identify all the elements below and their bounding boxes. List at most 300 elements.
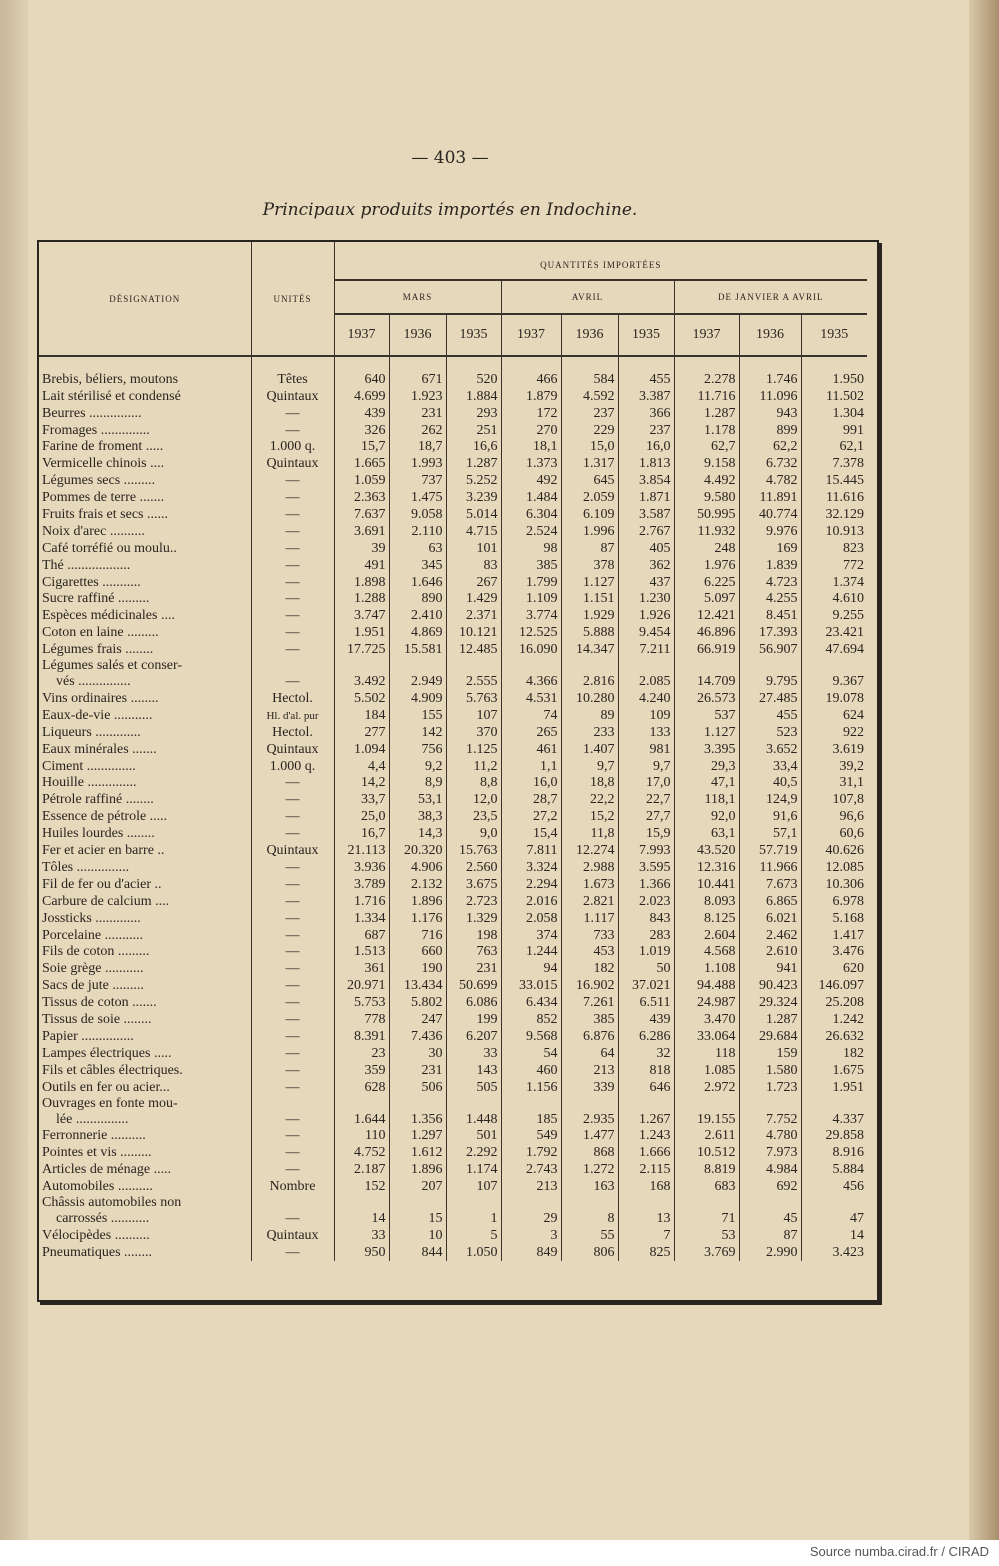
row-value: 4.337 (801, 1096, 867, 1128)
row-value: 29,3 (674, 758, 739, 775)
header-year: 1936 (739, 314, 801, 356)
row-value: 5.888 (561, 624, 618, 641)
row-value: 687 (334, 927, 389, 944)
row-value: 1.923 (389, 388, 446, 405)
table-row (39, 540, 867, 557)
table-row (39, 658, 867, 690)
row-value: 32.129 (801, 506, 867, 523)
row-value: 326 (334, 422, 389, 439)
row-value: 737 (389, 472, 446, 489)
table-row (39, 1178, 867, 1195)
row-value: 39 (334, 540, 389, 557)
table-row (39, 1028, 867, 1045)
table-row (39, 893, 867, 910)
row-value: 94 (501, 960, 561, 977)
row-value: 1.996 (561, 523, 618, 540)
table-row (39, 791, 867, 808)
row-value: 8 (561, 1195, 618, 1227)
row-value: 15,2 (561, 808, 618, 825)
row-value: 852 (501, 1011, 561, 1028)
row-value: 628 (334, 1079, 389, 1096)
row-value: 11.096 (739, 388, 801, 405)
row-designation: Brebis, béliers, moutons (42, 371, 179, 387)
row-value: 9.367 (801, 658, 867, 690)
table-row (39, 910, 867, 927)
row-value: 10.441 (674, 876, 739, 893)
row-value: 6.978 (801, 893, 867, 910)
row-value: 733 (561, 927, 618, 944)
row-value: 152 (334, 1178, 389, 1195)
row-value: 27,2 (501, 808, 561, 825)
row-value: 683 (674, 1178, 739, 1195)
row-value: 9.158 (674, 455, 739, 472)
row-value: 2.462 (739, 927, 801, 944)
row-value: 11.502 (801, 388, 867, 405)
row-value: 2.816 (561, 658, 618, 690)
row-value: 13 (618, 1195, 674, 1227)
row-value: 1.673 (561, 876, 618, 893)
row-value: 2.363 (334, 489, 389, 506)
row-value: 29.684 (739, 1028, 801, 1045)
row-unit: Têtes (251, 356, 334, 388)
table-row (39, 506, 867, 523)
row-value: 1.792 (501, 1144, 561, 1161)
row-designation: Carbure de calcium .... (42, 893, 170, 909)
row-value: 33 (446, 1045, 501, 1062)
row-value: 98 (501, 540, 561, 557)
row-value: 14.709 (674, 658, 739, 690)
table-row (39, 927, 867, 944)
table-caption: Principaux produits importés en Indochine. (262, 200, 638, 220)
row-value: 537 (674, 707, 739, 724)
row-value: 6.732 (739, 455, 801, 472)
row-value: 2.058 (501, 910, 561, 927)
row-unit: — (251, 1045, 334, 1062)
row-value: 981 (618, 741, 674, 758)
row-value: 18,1 (501, 439, 561, 456)
row-value: 1.612 (389, 1144, 446, 1161)
row-unit: — (251, 472, 334, 489)
row-value: 1.287 (739, 1011, 801, 1028)
row-value: 6.865 (739, 893, 801, 910)
row-value: 87 (739, 1227, 801, 1244)
row-value: 991 (801, 422, 867, 439)
row-designation: Porcelaine ........... (42, 927, 144, 943)
row-designation: Fils et câbles électriques. (42, 1062, 183, 1078)
row-value: 33,4 (739, 758, 801, 775)
row-value: 262 (389, 422, 446, 439)
row-value: 7.752 (739, 1096, 801, 1128)
row-value: 505 (446, 1079, 501, 1096)
row-value: 2.611 (674, 1128, 739, 1145)
row-value: 2.990 (739, 1244, 801, 1261)
row-value: 172 (501, 405, 561, 422)
row-value: 339 (561, 1079, 618, 1096)
row-value: 8.093 (674, 893, 739, 910)
row-value: 29.324 (739, 994, 801, 1011)
row-value: 461 (501, 741, 561, 758)
row-value: 237 (561, 405, 618, 422)
row-value: 460 (501, 1062, 561, 1079)
row-value: 4.568 (674, 944, 739, 961)
row-value: 15.445 (801, 472, 867, 489)
row-designation: Café torréfié ou moulu.. (42, 540, 177, 556)
row-value: 142 (389, 724, 446, 741)
row-value: 9,0 (446, 825, 501, 842)
row-value: 3.691 (334, 523, 389, 540)
table-row (39, 994, 867, 1011)
row-value: 4.255 (739, 591, 801, 608)
row-unit: Quintaux (251, 1227, 334, 1244)
row-value: 110 (334, 1128, 389, 1145)
row-value: 1.898 (334, 574, 389, 591)
row-value: 24.987 (674, 994, 739, 1011)
row-value: 251 (446, 422, 501, 439)
row-value: 14.347 (561, 641, 618, 658)
row-value: 1.156 (501, 1079, 561, 1096)
row-value: 233 (561, 724, 618, 741)
row-unit: — (251, 624, 334, 641)
row-unit: — (251, 591, 334, 608)
row-value: 19.078 (801, 690, 867, 707)
row-value: 56.907 (739, 641, 801, 658)
row-value: 26.573 (674, 690, 739, 707)
row-value: 23,5 (446, 808, 501, 825)
row-value: 40.626 (801, 842, 867, 859)
row-designation: Légumes secs ......... (42, 473, 156, 489)
row-value: 1.267 (618, 1096, 674, 1128)
row-value: 2.023 (618, 893, 674, 910)
row-value: 1.477 (561, 1128, 618, 1145)
row-value: 640 (334, 356, 389, 388)
row-value: 1.287 (674, 405, 739, 422)
row-value: 6.021 (739, 910, 801, 927)
row-unit: — (251, 960, 334, 977)
row-value: 899 (739, 422, 801, 439)
row-unit: — (251, 641, 334, 658)
row-value: 941 (739, 960, 801, 977)
row-value: 1.839 (739, 557, 801, 574)
row-designation: Tissus de soie ........ (42, 1011, 152, 1027)
row-value: 46.896 (674, 624, 739, 641)
row-value: 50 (618, 960, 674, 977)
row-value: 3.324 (501, 859, 561, 876)
row-value: 1.665 (334, 455, 389, 472)
row-unit: — (251, 808, 334, 825)
header-quantites: QUANTITÉS IMPORTÉES (334, 242, 867, 280)
row-value: 584 (561, 356, 618, 388)
header-avril: AVRIL (501, 280, 674, 314)
row-value: 2.821 (561, 893, 618, 910)
row-value: 16.090 (501, 641, 561, 658)
row-value: 9.058 (389, 506, 446, 523)
table-row (39, 859, 867, 876)
row-unit: — (251, 994, 334, 1011)
row-value: 4.699 (334, 388, 389, 405)
row-value: 15.763 (446, 842, 501, 859)
row-value: 1.448 (446, 1096, 501, 1128)
row-value: 9.255 (801, 607, 867, 624)
row-unit: Hl. d'al. pur (251, 707, 334, 724)
row-value: 22,2 (561, 791, 618, 808)
row-value: 40.774 (739, 506, 801, 523)
row-value: 63,1 (674, 825, 739, 842)
row-value: 3.619 (801, 741, 867, 758)
row-value: 29 (501, 1195, 561, 1227)
row-designation: Tissus de coton ....... (42, 995, 157, 1011)
row-value: 6.109 (561, 506, 618, 523)
row-value: 57.719 (739, 842, 801, 859)
row-value: 1.644 (334, 1096, 389, 1128)
row-unit: — (251, 893, 334, 910)
row-value: 3.747 (334, 607, 389, 624)
row-value: 1.287 (446, 455, 501, 472)
row-designation: Papier ............... (42, 1028, 134, 1044)
row-unit: — (251, 422, 334, 439)
row-value: 1.288 (334, 591, 389, 608)
row-value: 7.637 (334, 506, 389, 523)
row-unit: Quintaux (251, 842, 334, 859)
row-value: 90.423 (739, 977, 801, 994)
row-value: 772 (801, 557, 867, 574)
row-value: 94.488 (674, 977, 739, 994)
table-row (39, 808, 867, 825)
row-value: 2.949 (389, 658, 446, 690)
row-value: 231 (389, 1062, 446, 1079)
row-value: 1.879 (501, 388, 561, 405)
row-value: 11.616 (801, 489, 867, 506)
row-designation: Vélocipèdes .......... (42, 1227, 150, 1243)
row-value: 8.391 (334, 1028, 389, 1045)
row-value: 83 (446, 557, 501, 574)
row-value: 5.097 (674, 591, 739, 608)
row-designation: Pointes et vis ......... (42, 1145, 152, 1161)
row-value: 370 (446, 724, 501, 741)
row-designation: Légumes frais ........ (42, 642, 154, 658)
imports-table (39, 242, 867, 1261)
row-value: 229 (561, 422, 618, 439)
row-value: 3.789 (334, 876, 389, 893)
row-designation: Essence de pétrole ..... (42, 809, 168, 825)
row-value: 2.292 (446, 1144, 501, 1161)
row-value: 763 (446, 944, 501, 961)
row-value: 237 (618, 422, 674, 439)
row-designation: Thé .................. (42, 557, 131, 573)
row-designation: Outils en fer ou acier... (42, 1079, 170, 1095)
row-unit: — (251, 607, 334, 624)
row-value: 1.329 (446, 910, 501, 927)
table-row (39, 690, 867, 707)
row-value: 11.891 (739, 489, 801, 506)
row-value: 207 (389, 1178, 446, 1195)
row-value: 645 (561, 472, 618, 489)
row-value: 14 (334, 1195, 389, 1227)
row-designation: Eaux minérales ....... (42, 741, 157, 757)
row-value: 3 (501, 1227, 561, 1244)
row-value: 671 (389, 356, 446, 388)
row-value: 198 (446, 927, 501, 944)
row-value: 5.763 (446, 690, 501, 707)
row-value: 163 (561, 1178, 618, 1195)
row-value: 1.117 (561, 910, 618, 927)
row-unit: — (251, 1079, 334, 1096)
row-value: 1.125 (446, 741, 501, 758)
table-row (39, 356, 867, 388)
row-value: 7.211 (618, 641, 674, 658)
row-value: 1.951 (334, 624, 389, 641)
row-value: 1.475 (389, 489, 446, 506)
row-value: 1.896 (389, 1161, 446, 1178)
row-value: 2.371 (446, 607, 501, 624)
row-designation: Coton en laine ......... (42, 625, 159, 641)
row-value: 101 (446, 540, 501, 557)
row-value: 6.511 (618, 994, 674, 1011)
table-row (39, 557, 867, 574)
row-value: 374 (501, 927, 561, 944)
row-value: 849 (501, 1244, 561, 1261)
row-value: 8.819 (674, 1161, 739, 1178)
row-value: 1.127 (561, 574, 618, 591)
row-value: 12.421 (674, 607, 739, 624)
row-value: 2.743 (501, 1161, 561, 1178)
table-row (39, 422, 867, 439)
row-value: 15,9 (618, 825, 674, 842)
row-value: 3.476 (801, 944, 867, 961)
row-value: 2.560 (446, 859, 501, 876)
row-designation: Jossticks ............. (42, 910, 141, 926)
header-year: 1937 (501, 314, 561, 356)
row-value: 184 (334, 707, 389, 724)
row-value: 168 (618, 1178, 674, 1195)
row-value: 1.993 (389, 455, 446, 472)
row-value: 17,0 (618, 775, 674, 792)
header-year: 1935 (618, 314, 674, 356)
row-value: 5.502 (334, 690, 389, 707)
row-value: 15,0 (561, 439, 618, 456)
row-value: 159 (739, 1045, 801, 1062)
row-value: 6.207 (446, 1028, 501, 1045)
row-value: 549 (501, 1128, 561, 1145)
row-value: 660 (389, 944, 446, 961)
table-row (39, 591, 867, 608)
row-value: 4.366 (501, 658, 561, 690)
row-value: 293 (446, 405, 501, 422)
table-row (39, 607, 867, 624)
table-row (39, 1195, 867, 1227)
row-value: 366 (618, 405, 674, 422)
row-value: 1.174 (446, 1161, 501, 1178)
row-designation: Lampes électriques ..... (42, 1045, 172, 1061)
row-value: 12.525 (501, 624, 561, 641)
row-value: 9.580 (674, 489, 739, 506)
row-value: 5.802 (389, 994, 446, 1011)
row-value: 89 (561, 707, 618, 724)
row-value: 18,8 (561, 775, 618, 792)
row-value: 25.208 (801, 994, 867, 1011)
row-value: 1.950 (801, 356, 867, 388)
row-value: 2.187 (334, 1161, 389, 1178)
row-value: 1.799 (501, 574, 561, 591)
table-row (39, 1096, 867, 1128)
row-value: 12.085 (801, 859, 867, 876)
row-unit: Nombre (251, 1178, 334, 1195)
row-value: 27,7 (618, 808, 674, 825)
row-unit: — (251, 405, 334, 422)
row-value: 818 (618, 1062, 674, 1079)
row-value: 1.094 (334, 741, 389, 758)
row-value: 1.484 (501, 489, 561, 506)
row-value: 45 (739, 1195, 801, 1227)
row-unit: Hectol. (251, 724, 334, 741)
row-value: 5.884 (801, 1161, 867, 1178)
row-value: 624 (801, 707, 867, 724)
row-value: 53 (674, 1227, 739, 1244)
source-credit: Source numba.cirad.fr / CIRAD (809, 1544, 989, 1559)
row-value: 1.746 (739, 356, 801, 388)
row-value: 620 (801, 960, 867, 977)
row-unit: — (251, 1161, 334, 1178)
row-value: 1.513 (334, 944, 389, 961)
row-value: 143 (446, 1062, 501, 1079)
row-value: 107 (446, 1178, 501, 1195)
row-value: 92,0 (674, 808, 739, 825)
row-designation: Beurres ............... (42, 405, 142, 421)
row-value: 53,1 (389, 791, 446, 808)
row-unit: — (251, 658, 334, 690)
row-value: 7.811 (501, 842, 561, 859)
row-value: 62,2 (739, 439, 801, 456)
row-value: 1.646 (389, 574, 446, 591)
row-value: 277 (334, 724, 389, 741)
table-row (39, 574, 867, 591)
row-designation: Vermicelle chinois .... (42, 456, 165, 472)
row-value: 5.753 (334, 994, 389, 1011)
row-value: 9,7 (561, 758, 618, 775)
row-value: 1.108 (674, 960, 739, 977)
row-unit: — (251, 825, 334, 842)
row-value: 943 (739, 405, 801, 422)
row-value: 47,1 (674, 775, 739, 792)
row-value: 74 (501, 707, 561, 724)
row-value: 1,1 (501, 758, 561, 775)
row-value: 1.417 (801, 927, 867, 944)
row-value: 3.423 (801, 1244, 867, 1261)
row-value: 1.297 (389, 1128, 446, 1145)
row-value: 716 (389, 927, 446, 944)
row-value: 823 (801, 540, 867, 557)
row-value: 47.694 (801, 641, 867, 658)
row-unit: Quintaux (251, 388, 334, 405)
row-value: 4.752 (334, 1144, 389, 1161)
row-designation: Pommes de terre ....... (42, 490, 165, 506)
row-value: 9,2 (389, 758, 446, 775)
row-unit: Quintaux (251, 741, 334, 758)
table-row (39, 472, 867, 489)
row-value: 50.699 (446, 977, 501, 994)
header-year: 1937 (674, 314, 739, 356)
row-value: 3.587 (618, 506, 674, 523)
header-mars: MARS (334, 280, 501, 314)
row-value: 20.320 (389, 842, 446, 859)
row-value: 3.470 (674, 1011, 739, 1028)
row-value: 213 (501, 1178, 561, 1195)
row-value: 1.666 (618, 1144, 674, 1161)
row-value: 185 (501, 1096, 561, 1128)
row-value: 5.252 (446, 472, 501, 489)
row-value: 4.715 (446, 523, 501, 540)
row-value: 2.132 (389, 876, 446, 893)
table-row (39, 1244, 867, 1261)
